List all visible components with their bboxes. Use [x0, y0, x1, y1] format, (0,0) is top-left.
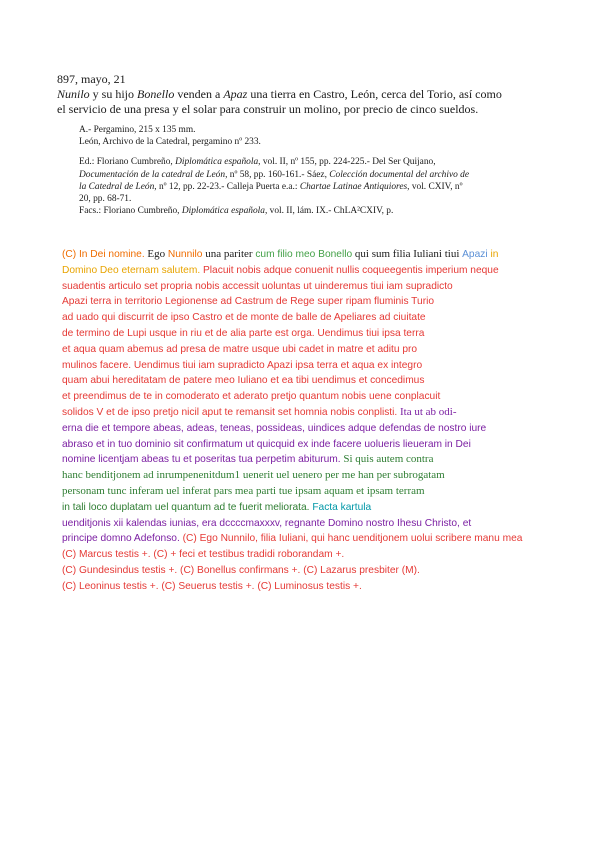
facsimile-line: Facs.: Floriano Cumbreño, Diplomática española, vol. II, lám. IX.- ChLA²CXIV, p.	[79, 206, 394, 217]
archive-info: León, Archivo de la Catedral, pergamino nº 233.	[79, 137, 261, 148]
text-line: (C) Marcus testis +. (C) + feci et testibus tradidi roborandam +.	[62, 549, 345, 561]
text-line: in tali loco duplatam uel quantum ad te fuerit meliorata. Facta kartula	[62, 501, 372, 513]
document-header	[57, 72, 557, 117]
document-summary-line-2: el servicio de una presa y el solar para construir un molino, por precio de cinco sueldos.	[57, 102, 479, 116]
text-line: (C) Gundesindus testis +. (C) Bonellus confirmans +. (C) Lazarus presbiter (M).	[62, 564, 420, 576]
text-line: nomine licentjam abeas tu et poseritas tua perpetim abiturum. Si quis autem contra	[62, 453, 434, 466]
text-line: Apazi terra in territorio Legionense ad Castrum de Rege super ripam fluminis Turio	[62, 296, 435, 308]
text-line: mulinos facere. Uendimus tiui iam supradicto Apazi ipsa terra et aqua ex integro	[62, 359, 423, 371]
text-line: Domino Deo eternam salutem. Placuit nobis adque conuenit nullis coqueegentis imperium neque	[62, 264, 499, 276]
editions-line-3: la Catedral de León, nº 12, pp. 22-23.- Calleja Puerta e.a.: Chartae Latinae Antiquiores, vol. CXIV, nº	[79, 181, 463, 192]
text-line: et aqua quam abemus ad presa de matre usque ubi cadet in matre et aditu pro	[62, 343, 418, 355]
text-line: de termino de Lupi usque in riu et de alia parte est orga. Uendimus tiui ipsa terra	[62, 327, 425, 339]
text-line: (C) In Dei nomine. Ego Nunnilo una pariter cum filio meo Bonello qui sum filia Iuliani tiui Apazi in	[62, 248, 499, 260]
text-line: principe domno Adefonso. (C) Ego Nunnilo, filia Iuliani, qui hanc uenditjonem uolui scribere manu mea	[62, 533, 523, 545]
document-summary: Nunilo y su hijo Bonello venden a Apaz una tierra en Castro, León, cerca del Torio, así como	[57, 87, 502, 101]
text-line: personam tunc inferam uel inferat pars mea parti tue ipsam aquam et ipsam terram	[62, 484, 425, 497]
parchment-info: A.- Pergamino, 215 x 135 mm.	[79, 125, 196, 135]
text-line: quam abui hereditatam de patere meo Iuliano et ea tibi uendimus et concedimus	[62, 375, 425, 387]
text-line: erna die et tempore abeas, adeas, teneas, possideas, uindices adque defendas de nostro iure	[62, 422, 487, 434]
text-line: uenditjonis xii kalendas iunias, era dccccmaxxxv, regnante Domino nostro Ihesu Christo, et	[62, 517, 472, 529]
text-line: ad uado qui discurrit de ipso Castro et de monte de balle de Apeliares ad ciuitate	[62, 312, 426, 324]
charter-transcription	[62, 247, 548, 595]
document-date: 897, mayo, 21	[57, 72, 126, 86]
editions-line-1: Ed.: Floriano Cumbreño, Diplomática española, vol. II, nº 155, pp. 224-225.- Del Ser Quijano,	[79, 157, 436, 168]
editions-line-4: 20, pp. 68-71.	[79, 194, 132, 205]
text-line: (C) Leoninus testis +. (C) Seuerus testis +. (C) Luminosus testis +.	[62, 580, 362, 592]
text-line: suadentis articulo set propria nobis accessit uoluntas ut uinderemus tiui iam supradicto	[62, 280, 453, 292]
text-line: et preendimus de te in comoderato et aderato pretjo quantum nobis uene conplacuit	[62, 391, 441, 403]
document-metadata	[79, 124, 549, 217]
text-line: hanc benditjonem ad inrumpenenitdum1 uenerit uel uenero per me han per subrogatam	[62, 469, 445, 482]
text-line: abraso et in tuo dominio sit confirmatum ut quicquid ex inde facere uolueris lieueram in Dei	[62, 438, 471, 450]
text-line: solidos V et de ipso pretjo nicil aput te remansit set homnia nobis conplisti. Ita ut ab odi-	[62, 405, 457, 418]
editions-line-2: Documentación de la catedral de León, nº 58, pp. 160-161.- Sáez, Colección documental del archivo de	[79, 169, 469, 180]
